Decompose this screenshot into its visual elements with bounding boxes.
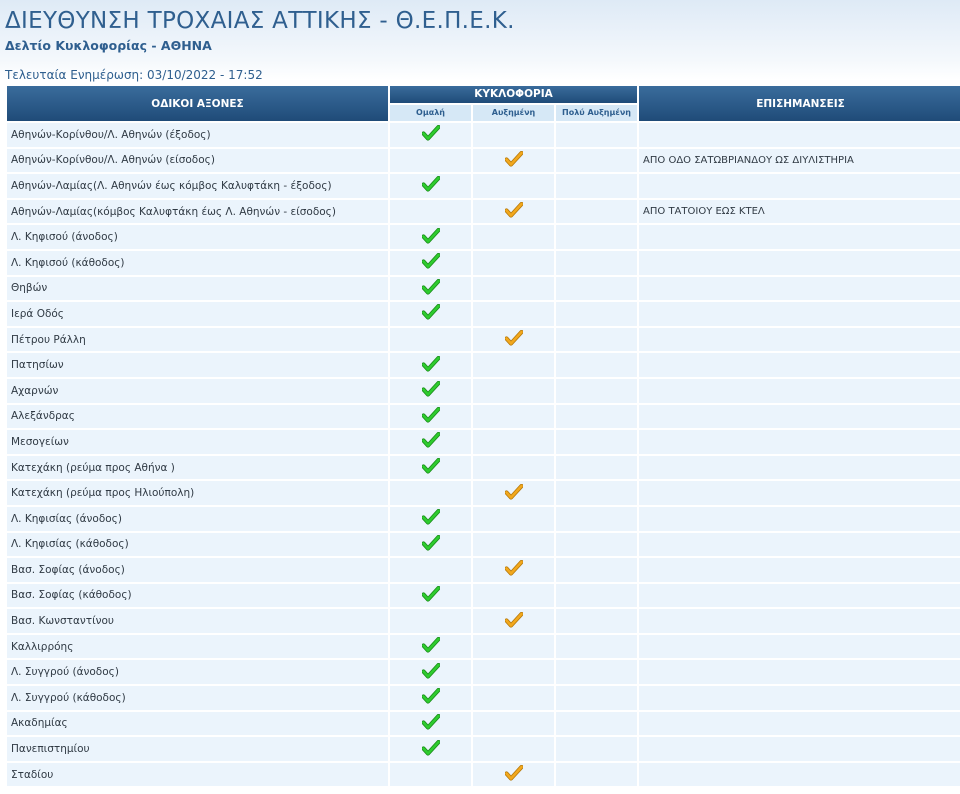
status-cell-normal [390,149,471,173]
status-cell-increased [473,149,554,173]
table-row [7,558,960,582]
checkmark-icon [422,381,440,400]
table-row [7,686,960,710]
table-row [7,584,960,608]
road-name: Βασ. Σοφίας (κάθοδος) [7,584,388,608]
status-cell-very-increased [556,277,637,301]
status-cell-increased [473,507,554,531]
table-row [7,481,960,505]
note-text: ΑΠΟ ΤΑΤΟΙΟΥ ΕΩΣ ΚΤΕΛ [639,200,960,224]
status-cell-very-increased [556,225,637,249]
status-cell-normal [390,405,471,429]
status-cell-normal [390,660,471,684]
status-cell-normal [390,379,471,403]
status-cell-very-increased [556,533,637,557]
note-text: ΑΠΟ ΟΔΟ ΣΑΤΩΒΡΙΑΝΔΟΥ ΩΣ ΔΙΥΛΙΣΤΗΡΙΑ [639,149,960,173]
status-cell-increased [473,379,554,403]
road-name: Αθηνών-Λαμίας(κόμβος Καλυφτάκη έως Λ. Αθηνών - είσοδος) [7,200,388,224]
status-cell-normal [390,302,471,326]
note-text [639,763,960,787]
note-text [639,712,960,736]
checkmark-icon [422,356,440,375]
checkmark-icon [505,484,523,503]
checkmark-icon [422,535,440,554]
status-cell-normal [390,277,471,301]
note-text [639,737,960,761]
subheader-normal: Ομαλή [390,105,471,122]
subheader-increased: Αυξημένη [473,105,554,122]
status-cell-normal [390,251,471,275]
status-cell-very-increased [556,174,637,198]
table-row [7,456,960,480]
status-cell-very-increased [556,558,637,582]
table-row [7,430,960,454]
road-name: Βασ. Κωνσταντίνου [7,609,388,633]
status-cell-increased [473,533,554,557]
table-row [7,660,960,684]
status-cell-normal [390,763,471,787]
checkmark-icon [422,432,440,451]
table-row [7,507,960,531]
checkmark-icon [422,586,440,605]
table-row [7,123,960,147]
table-row [7,712,960,736]
status-cell-very-increased [556,635,637,659]
status-cell-very-increased [556,481,637,505]
note-text [639,558,960,582]
status-cell-very-increased [556,737,637,761]
status-cell-increased [473,251,554,275]
note-text [639,302,960,326]
status-cell-increased [473,302,554,326]
status-cell-increased [473,763,554,787]
table-row [7,251,960,275]
status-cell-increased [473,712,554,736]
road-name: Ιερά Οδός [7,302,388,326]
page-subtitle: Δελτίο Κυκλοφορίας - ΑΘΗΝΑ [5,38,212,53]
status-cell-normal [390,686,471,710]
status-cell-increased [473,200,554,224]
note-text [639,507,960,531]
note-text [639,660,960,684]
note-text [639,379,960,403]
status-cell-normal [390,225,471,249]
status-cell-very-increased [556,405,637,429]
checkmark-icon [422,407,440,426]
table-row [7,277,960,301]
status-cell-increased [473,328,554,352]
road-name: Καλλιρρόης [7,635,388,659]
checkmark-icon [422,228,440,247]
status-cell-very-increased [556,686,637,710]
road-name: Αθηνών-Λαμίας(Λ. Αθηνών έως κόμβος Καλυφτάκη - έξοδος) [7,174,388,198]
note-text [639,686,960,710]
status-cell-normal [390,456,471,480]
note-text [639,251,960,275]
status-cell-normal [390,609,471,633]
table-row [7,763,960,787]
status-cell-very-increased [556,149,637,173]
status-cell-increased [473,609,554,633]
status-cell-increased [473,686,554,710]
checkmark-icon [505,765,523,784]
road-name: Λ. Συγγρού (άνοδος) [7,660,388,684]
status-cell-very-increased [556,584,637,608]
checkmark-icon [505,202,523,221]
table-row [7,635,960,659]
table-row [7,609,960,633]
status-cell-very-increased [556,251,637,275]
table-row [7,405,960,429]
note-text [639,405,960,429]
road-name: Λ. Κηφισίας (κάθοδος) [7,533,388,557]
status-cell-very-increased [556,379,637,403]
note-text [639,123,960,147]
table-row [7,302,960,326]
status-cell-very-increased [556,609,637,633]
status-cell-increased [473,353,554,377]
table-row [7,328,960,352]
status-cell-normal [390,533,471,557]
status-cell-increased [473,456,554,480]
checkmark-icon [422,176,440,195]
status-cell-increased [473,584,554,608]
note-text [639,174,960,198]
status-cell-very-increased [556,328,637,352]
road-name: Αθηνών-Κορίνθου/Λ. Αθηνών (είσοδος) [7,149,388,173]
table-row [7,379,960,403]
status-cell-very-increased [556,456,637,480]
status-cell-normal [390,712,471,736]
subheader-very-increased: Πολύ Αυξημένη [556,105,637,122]
status-cell-normal [390,635,471,659]
status-cell-very-increased [556,302,637,326]
status-cell-increased [473,277,554,301]
road-name: Θηβών [7,277,388,301]
status-cell-very-increased [556,763,637,787]
road-name: Λ. Συγγρού (κάθοδος) [7,686,388,710]
table-row [7,200,960,224]
status-cell-normal [390,123,471,147]
status-cell-increased [473,430,554,454]
status-cell-very-increased [556,712,637,736]
status-cell-normal [390,328,471,352]
road-name: Κατεχάκη (ρεύμα προς Ηλιούπολη) [7,481,388,505]
note-text [639,430,960,454]
road-name: Λ. Κηφισίας (άνοδος) [7,507,388,531]
checkmark-icon [505,612,523,631]
header-traffic: ΚΥΚΛΟΦΟΡΙΑ [390,86,637,103]
checkmark-icon [505,151,523,170]
checkmark-icon [422,279,440,298]
status-cell-increased [473,481,554,505]
road-name: Πανεπιστημίου [7,737,388,761]
table-row [7,353,960,377]
checkmark-icon [422,458,440,477]
checkmark-icon [422,663,440,682]
checkmark-icon [505,560,523,579]
last-update-text: Τελευταία Ενημέρωση: 03/10/2022 - 17:52 [5,68,263,82]
note-text [639,481,960,505]
status-cell-increased [473,737,554,761]
note-text [639,635,960,659]
status-cell-increased [473,558,554,582]
checkmark-icon [422,740,440,759]
road-name: Πατησίων [7,353,388,377]
table-row [7,225,960,249]
road-name: Βασ. Σοφίας (άνοδος) [7,558,388,582]
checkmark-icon [422,637,440,656]
checkmark-icon [422,304,440,323]
note-text [639,225,960,249]
status-cell-normal [390,558,471,582]
status-cell-very-increased [556,123,637,147]
checkmark-icon [422,509,440,528]
road-name: Κατεχάκη (ρεύμα προς Αθήνα ) [7,456,388,480]
road-name: Λ. Κηφισού (κάθοδος) [7,251,388,275]
road-name: Πέτρου Ράλλη [7,328,388,352]
header-roads: ΟΔΙΚΟΙ ΑΞΟΝΕΣ [7,86,388,121]
table-row [7,149,960,173]
status-cell-very-increased [556,200,637,224]
note-text [639,584,960,608]
status-cell-normal [390,737,471,761]
status-cell-normal [390,174,471,198]
status-cell-normal [390,430,471,454]
note-text [639,533,960,557]
status-cell-normal [390,353,471,377]
table-row [7,174,960,198]
road-name: Αλεξάνδρας [7,405,388,429]
note-text [639,277,960,301]
checkmark-icon [422,714,440,733]
road-name: Μεσογείων [7,430,388,454]
status-cell-increased [473,635,554,659]
table-row [7,533,960,557]
status-cell-increased [473,225,554,249]
header-notes: ΕΠΙΣΗΜΑΝΣΕΙΣ [639,86,960,121]
road-name: Σταδίου [7,763,388,787]
road-name: Αθηνών-Κορίνθου/Λ. Αθηνών (έξοδος) [7,123,388,147]
status-cell-increased [473,123,554,147]
checkmark-icon [422,125,440,144]
note-text [639,328,960,352]
status-cell-very-increased [556,353,637,377]
status-cell-normal [390,200,471,224]
status-cell-very-increased [556,430,637,454]
status-cell-increased [473,660,554,684]
status-cell-normal [390,507,471,531]
table-row [7,737,960,761]
status-cell-normal [390,481,471,505]
status-cell-normal [390,584,471,608]
status-cell-very-increased [556,507,637,531]
traffic-rows [7,123,960,786]
road-name: Λ. Κηφισού (άνοδος) [7,225,388,249]
checkmark-icon [505,330,523,349]
traffic-table [5,84,960,788]
status-cell-very-increased [556,660,637,684]
checkmark-icon [422,688,440,707]
status-cell-increased [473,405,554,429]
note-text [639,456,960,480]
road-name: Αχαρνών [7,379,388,403]
page-title: ΔΙΕΥΘΥΝΣΗ ΤΡΟΧΑΙΑΣ ΑΤΤΙΚΗΣ - Θ.Ε.Π.Ε.Κ. [5,8,515,34]
note-text [639,353,960,377]
note-text [639,609,960,633]
checkmark-icon [422,253,440,272]
road-name: Ακαδημίας [7,712,388,736]
status-cell-increased [473,174,554,198]
